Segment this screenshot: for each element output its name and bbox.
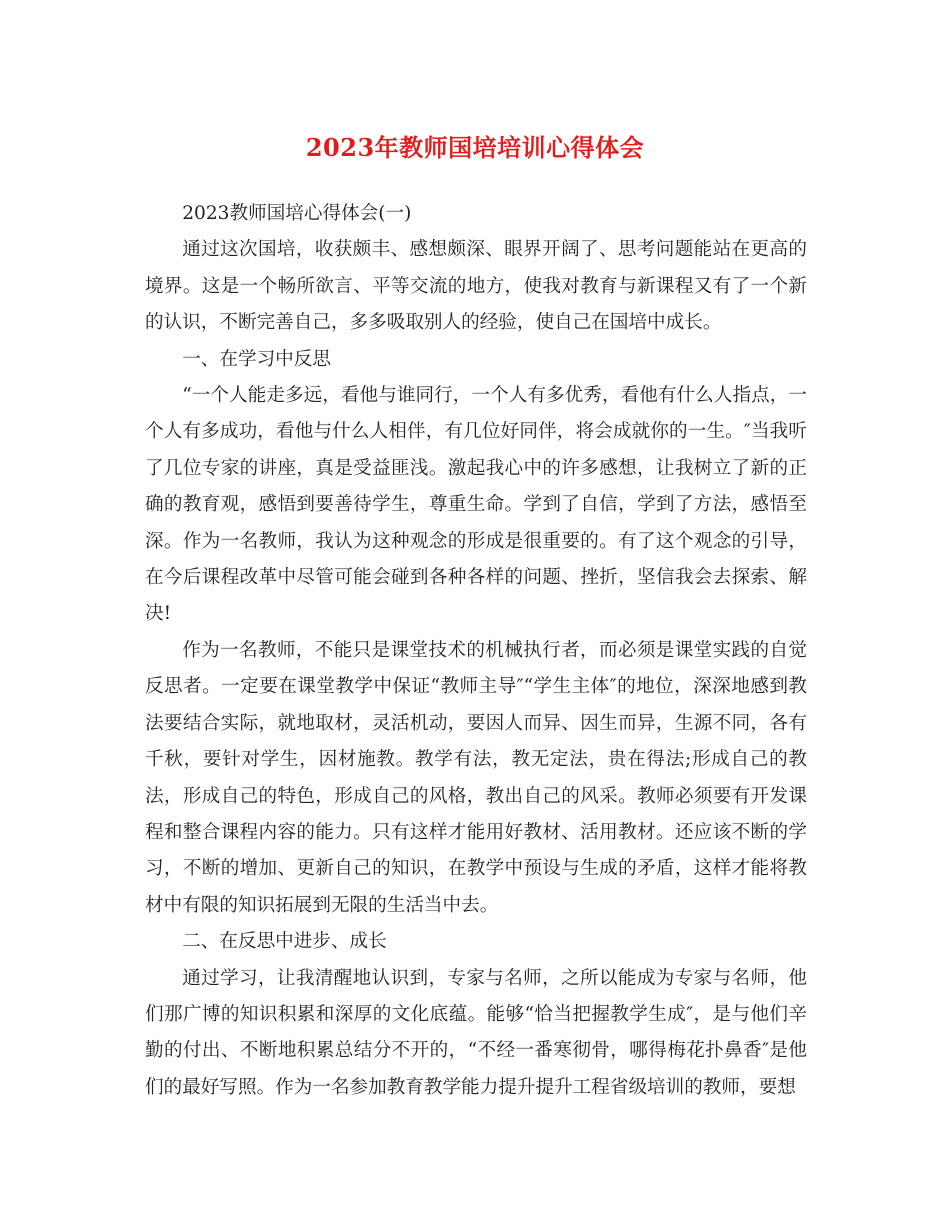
document-title: 2023年教师国培培训心得体会 [305, 133, 645, 162]
document-body [145, 196, 807, 1106]
paragraph-1: “一个人能走多远，看他与谁同行，一个人有多优秀，看他有什么人指点，一个人有多成功，看他与什么人相伴，有几位好同伴，将会成就你的一生。″当我听了几位专家的讲座，真是受益匪浅。激起我心中的许多感想，让我树立了新的正确的教育观，感悟到要善待学生，尊重生命。学到了自信，学到了方法，感悟至深。作为一名教师，我认为这种观念的形成是很重要的。有了这个观念的引导，在今后课程改革中尽管可能会碰到各种各样的问题、挫折，坚信我会去探索、解决! [145, 385, 807, 625]
section-heading-1: 一、在学习中反思 [182, 348, 331, 370]
document-subtitle: 2023教师国培心得体会(一) [182, 203, 412, 224]
paragraph-intro: 通过这次国培，收获颇丰、感想颇深、眼界开阔了、思考问题能站在更高的境界。这是一个畅所欲言、平等交流的地方，使我对教育与新课程又有了一个新的认识，不断完善自己，多多吸取别人的经验，使自己在国培中成长。 [145, 239, 807, 334]
paragraph-3: 通过学习，让我清醒地认识到，专家与名师，之所以能成为专家与名师，他们那广博的知识积累和深厚的文化底蕴。能够“恰当把握教学生成″，是与他们辛勤的付出、不断地积累总结分不开的，“不经一番寒彻骨，哪得梅花扑鼻香″是他们的最好写照。作为一名参加教育教学能力提升提升工程省级培训的教师，要想 [145, 967, 807, 1098]
paragraph-2: 作为一名教师，不能只是课堂技术的机械执行者，而必须是课堂实践的自觉反思者。一定要在课堂教学中保证“教师主导″“学生主体″的地位，深深地感到教法要结合实际，就地取材，灵活机动，要因人而异、因生而异，生源不同，各有千秋，要针对学生，因材施教。教学有法，教无定法，贵在得法;形成自己的教法，形成自己的特色，形成自己的风格，教出自己的风采。教师必须要有开发课程和整合课程内容的能力。只有这样才能用好教材、活用教材。还应该不断的学习，不断的增加、更新自己的知识，在教学中预设与生成的矛盾，这样才能将教材中有限的知识拓展到无限的生活当中去。 [145, 639, 807, 916]
section-heading-2: 二、在反思中进步、成长 [182, 931, 387, 953]
